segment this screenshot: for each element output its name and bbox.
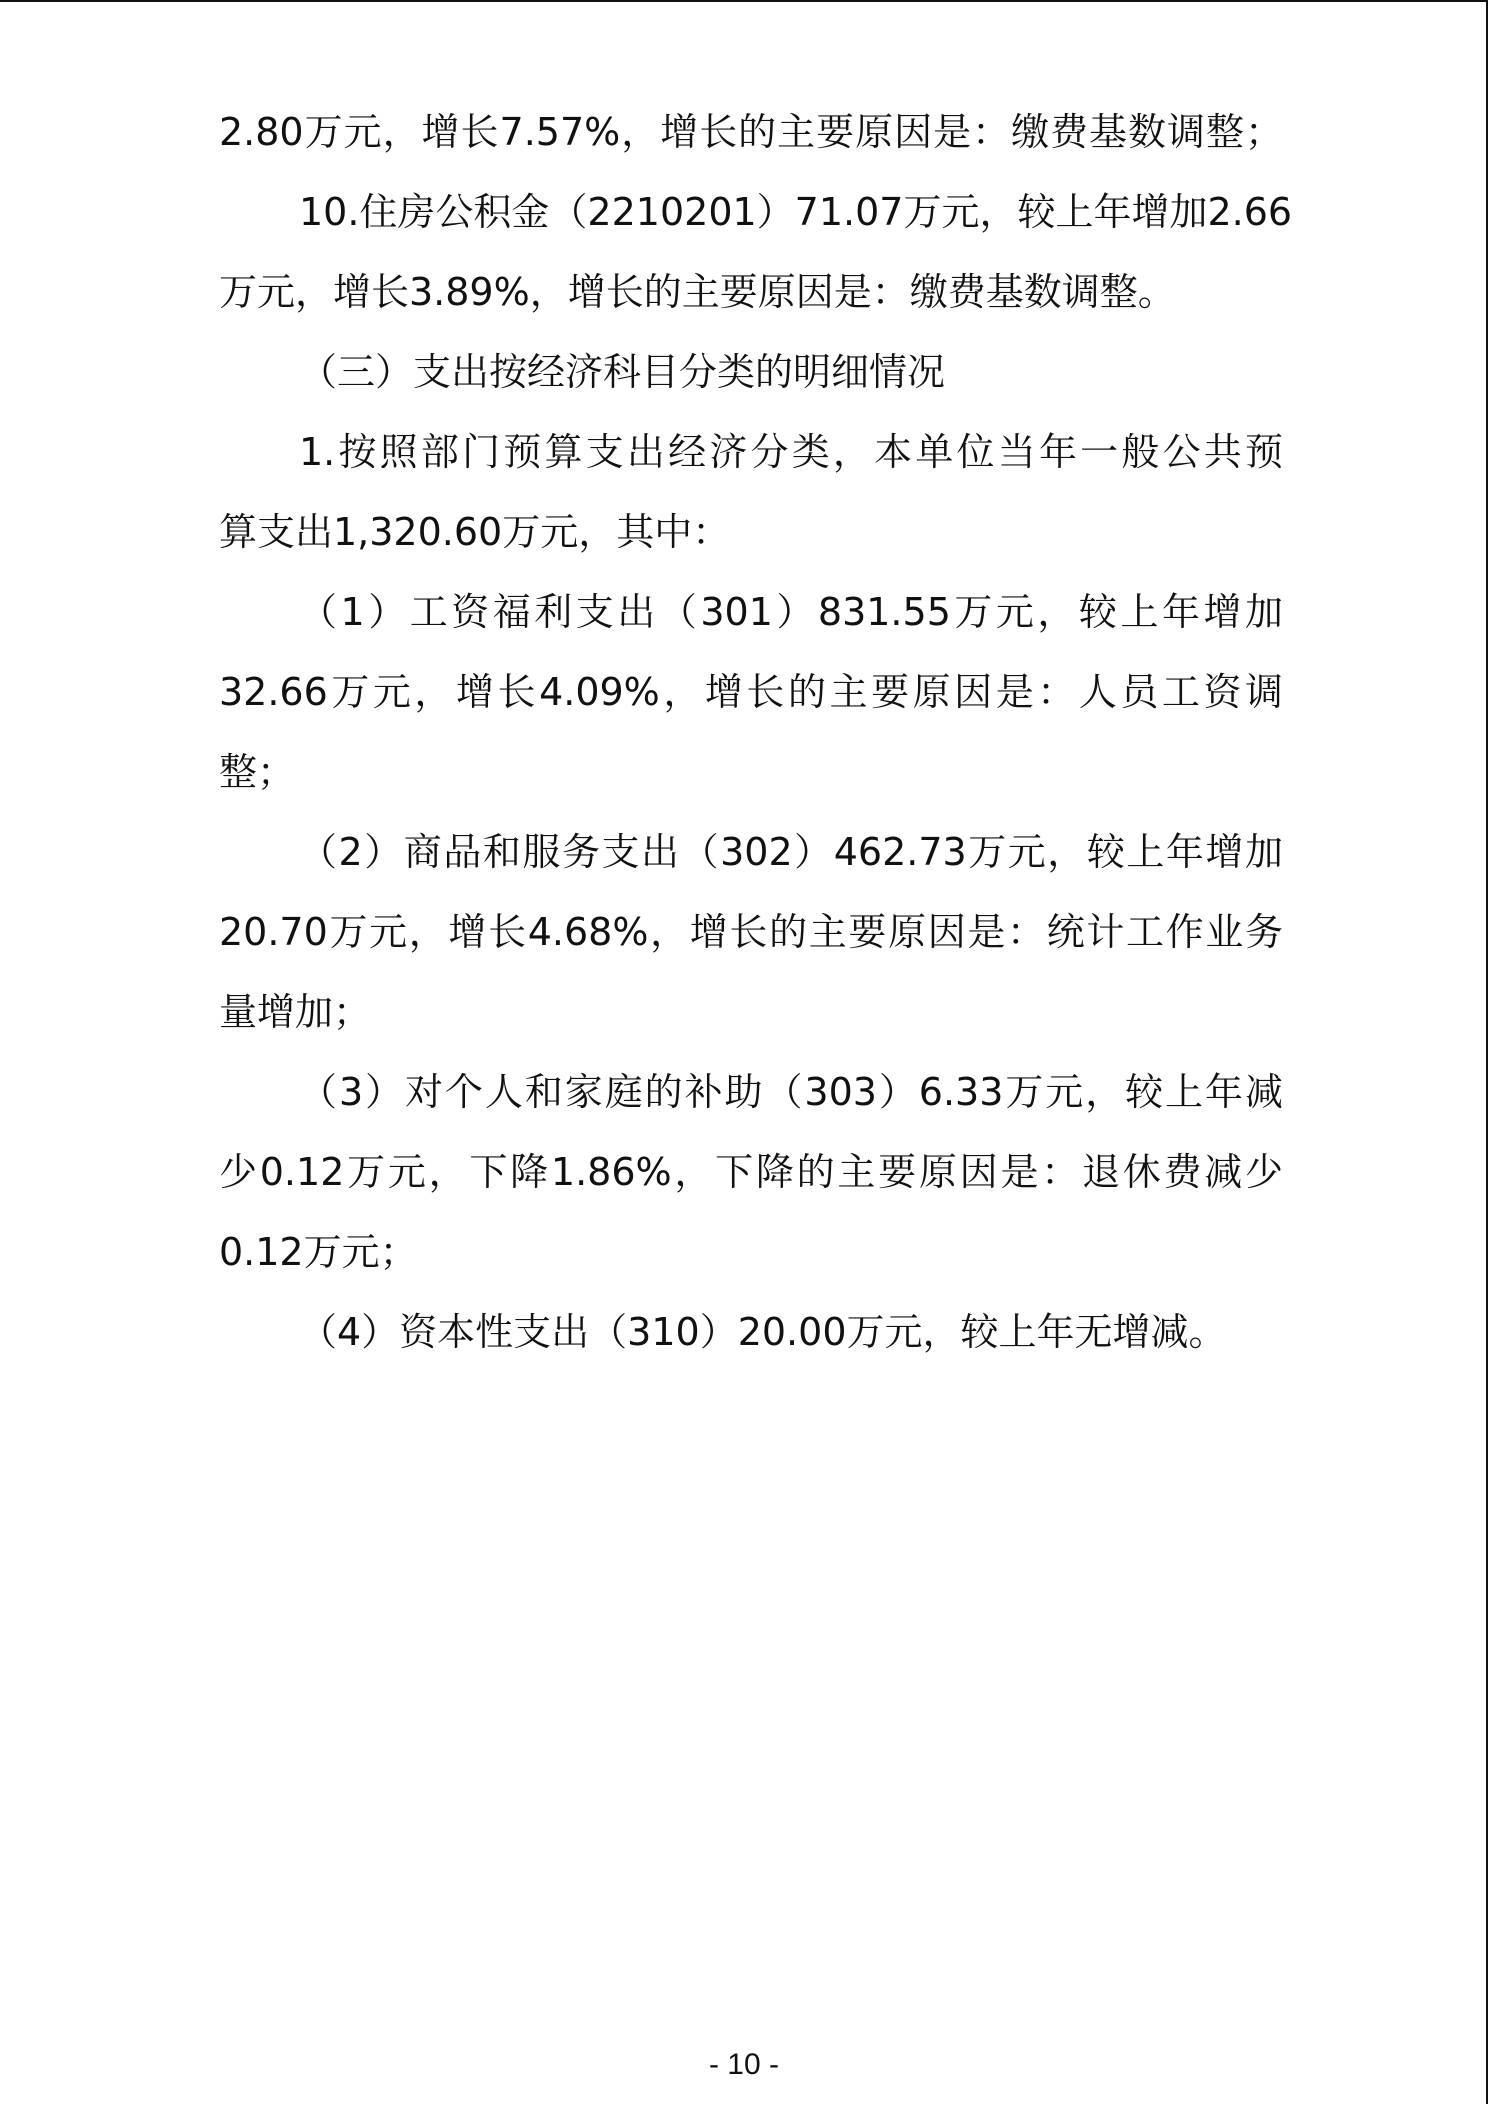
paragraph-2-line-1: 10.住房公积金（2210201）71.07万元，较上年增加2.66	[299, 190, 1293, 234]
paragraph-4-line-1: 1.按照部门预算支出经济分类，本单位当年一般公共预	[299, 430, 1283, 474]
paragraph-1-line-1: 2.80万元，增长7.57%，增长的主要原因是：缴费基数调整；	[219, 110, 1283, 154]
paragraph-7-line-2: 少0.12万元，下降1.86%，下降的主要原因是：退休费减少	[219, 1150, 1283, 1194]
paragraph-2-line-2: 万元，增长3.89%，增长的主要原因是：缴费基数调整。	[219, 270, 1176, 314]
paragraph-5-line-3: 整；	[219, 750, 296, 794]
paragraph-6-line-3: 量增加；	[219, 990, 372, 1034]
paragraph-5-line-1: （1）工资福利支出（301）831.55万元，较上年增加	[299, 590, 1283, 634]
paragraph-8-line-1: （4）资本性支出（310）20.00万元，较上年无增减。	[299, 1310, 1227, 1354]
paragraph-4-line-2: 算支出1,320.60万元，其中：	[219, 510, 731, 554]
section-heading: （三）支出按经济科目分类的明细情况	[299, 350, 946, 394]
page-number: - 10 -	[708, 2048, 780, 2081]
paragraph-6-line-1: （2）商品和服务支出（302）462.73万元，较上年增加	[299, 830, 1283, 874]
paragraph-6-line-2: 20.70万元，增长4.68%，增长的主要原因是：统计工作业务	[219, 910, 1283, 954]
paragraph-5-line-2: 32.66万元，增长4.09%，增长的主要原因是：人员工资调	[219, 670, 1283, 714]
paragraph-7-line-3: 0.12万元；	[219, 1230, 418, 1274]
paragraph-7-line-1: （3）对个人和家庭的补助（303）6.33万元，较上年减	[299, 1070, 1283, 1114]
